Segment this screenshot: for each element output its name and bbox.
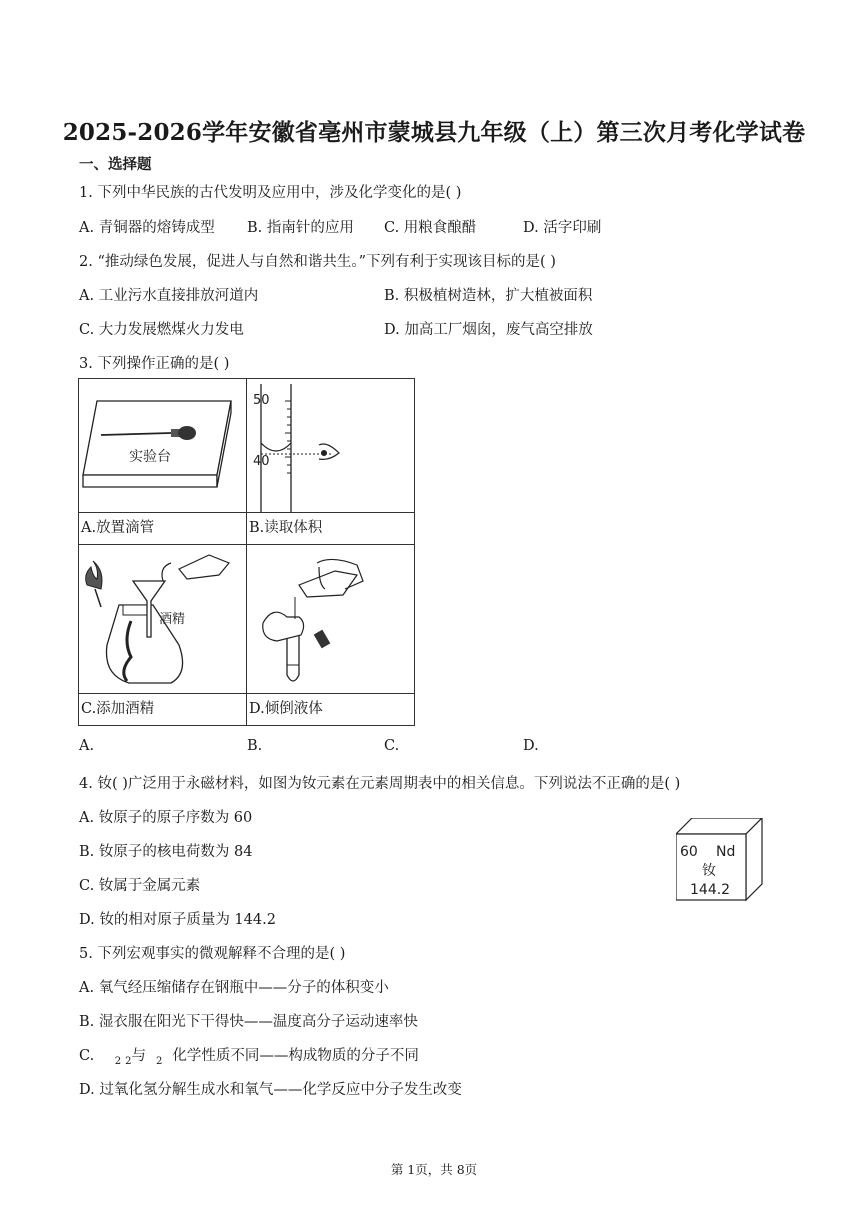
bench-label: 实验台 — [129, 449, 171, 465]
q4-option-d: D. 钕的相对原子质量为 144.2 — [79, 912, 276, 928]
element-mass: 144.2 — [690, 882, 731, 898]
alcohol-lamp-figure — [79, 545, 246, 693]
q4-option-b: B. 钕原子的核电荷数为 84 — [79, 844, 253, 860]
q3-option-a: A. — [79, 738, 95, 754]
q5-option-c-label: C. — [79, 1048, 95, 1064]
element-card-neodymium — [676, 818, 766, 906]
figure-cell-b — [247, 379, 415, 513]
q1-option-d: D. 活字印刷 — [523, 220, 602, 236]
q5-option-d: D. 过氧化氢分解生成水和氧气——化学反应中分子发生改变 — [79, 1082, 462, 1098]
question-4-stem: 4. 钕( )广泛用于永磁材料，如图为钕元素在元素周期表中的相关信息。下列说法不正确的是( ) — [79, 776, 681, 792]
figure-cell-c — [79, 545, 247, 694]
caption-d: D.倾倒液体 — [247, 694, 415, 726]
q5-option-c-text: 化学性质不同——构成物质的分子不同 — [172, 1048, 419, 1064]
q1-option-c: C. 用粮食酿醋 — [384, 220, 477, 236]
question-2-stem: 2. “推动绿色发展，促进人与自然和谐共生。”下列有利于实现该目标的是( ) — [79, 254, 556, 270]
question-3-stem: 3. 下列操作正确的是( ) — [79, 356, 230, 372]
q3-option-d: D. — [523, 738, 539, 754]
q5-option-b: B. 湿衣服在阳光下干得快——温度高分子运动速率快 — [79, 1014, 418, 1030]
figure-cell-a — [79, 379, 247, 513]
q3-option-c: C. — [384, 738, 400, 754]
subscript: 2 — [114, 1055, 122, 1067]
scale-top-label: 50 — [253, 393, 270, 408]
question-1-stem: 1. 下列中华民族的古代发明及应用中，涉及化学变化的是( ) — [79, 185, 462, 201]
q4-option-a: A. 钕原子的原子序数为 60 — [79, 810, 253, 826]
q2-option-b: B. 积极植树造林，扩大植被面积 — [384, 288, 593, 304]
and-word: 与 — [131, 1048, 147, 1064]
element-number: 60 — [680, 844, 698, 860]
operations-table — [78, 378, 415, 726]
q1-option-a: A. 青铜器的熔铸成型 — [79, 220, 215, 236]
element-symbol: Nd — [716, 844, 736, 860]
q2-option-c: C. 大力发展燃煤火力发电 — [79, 322, 244, 338]
q3-option-b: B. — [247, 738, 263, 754]
q5-option-a: A. 氧气经压缩储存在钢瓶中——分子的体积变小 — [79, 980, 389, 996]
subscript: 2 — [125, 1055, 132, 1067]
q5-option-c — [79, 1044, 419, 1067]
scale-bottom-label: 40 — [253, 454, 270, 469]
dropper-on-bench-figure — [79, 379, 246, 512]
caption-b: B.读取体积 — [247, 513, 415, 545]
caption-a: A.放置滴管 — [79, 513, 247, 545]
section-heading: 一、选择题 — [79, 156, 152, 173]
pouring-liquid-figure — [247, 545, 414, 693]
cylinder-reading-figure — [247, 379, 414, 512]
caption-c: C.添加酒精 — [79, 694, 247, 726]
page-title: 2025-2026学年安徽省亳州市蒙城县九年级（上）第三次月考化学试卷 — [62, 119, 806, 146]
figure-cell-d — [247, 545, 415, 694]
subscript: 2 — [156, 1055, 163, 1067]
q2-option-a: A. 工业污水直接排放河道内 — [79, 288, 259, 304]
element-name: 钕 — [702, 863, 716, 879]
question-5-stem: 5. 下列宏观事实的微观解释不合理的是( ) — [79, 946, 346, 962]
page-footer: 第 1页，共 8页 — [390, 1162, 478, 1177]
alcohol-label: 酒精 — [159, 612, 186, 627]
q2-option-d: D. 加高工厂烟囱，废气高空排放 — [384, 322, 593, 338]
q1-option-b: B. 指南针的应用 — [247, 220, 354, 236]
q4-option-c: C. 钕属于金属元素 — [79, 878, 201, 894]
